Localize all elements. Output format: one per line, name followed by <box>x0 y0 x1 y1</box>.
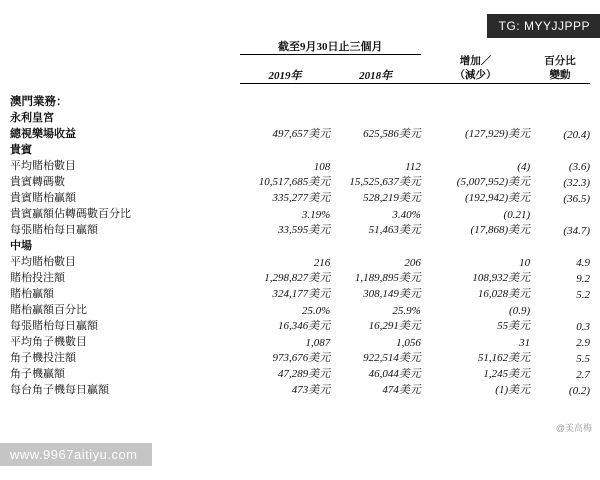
row-change: 10 <box>519 256 531 269</box>
row-label: 每張賭枱每日贏額 <box>10 319 98 332</box>
row-percent: (3.6) <box>568 160 590 173</box>
watermark: www.9967aitiyu.com <box>0 443 152 466</box>
row-percent: 2.7 <box>576 368 590 381</box>
row-percent <box>530 205 590 221</box>
table-row <box>10 253 590 269</box>
row-percent: 0.3 <box>576 320 590 333</box>
row-current: 1,087 <box>305 336 331 349</box>
row-change: (17,868)美元 <box>470 223 531 236</box>
row-change: 55美元 <box>497 319 531 332</box>
row-change: (0.21) <box>503 208 531 221</box>
row-current <box>240 141 331 157</box>
row-label: 角子機贏額 <box>10 367 65 380</box>
row-current: 497,657美元 <box>272 127 331 140</box>
row-percent: 9.2 <box>576 272 590 285</box>
status-badge: TG: MYYJJPPP <box>487 14 600 38</box>
row-current: 973,676美元 <box>272 351 331 364</box>
row-prior: 206 <box>404 256 421 269</box>
table-row <box>10 365 590 381</box>
table-row <box>10 157 590 173</box>
row-prior <box>330 93 421 109</box>
row-change <box>421 109 530 125</box>
row-label: 貴賓贏額佔轉碼數百分比 <box>10 207 131 220</box>
table-row <box>10 189 590 205</box>
source-mark: @美高梅 <box>555 423 592 433</box>
row-label: 貴賓轉碼數 <box>10 175 65 188</box>
row-percent: (32.3) <box>563 176 590 189</box>
row-label: 永利皇宮 <box>10 111 54 124</box>
row-change: (192,942)美元 <box>465 191 531 204</box>
row-prior: 25.9% <box>392 304 421 317</box>
header-col-blank <box>10 55 240 83</box>
row-label: 賭枱贏額 <box>10 287 54 300</box>
header-year-current: 2019年 <box>268 69 302 82</box>
row-percent <box>530 141 590 157</box>
row-label: 平均賭枱數目 <box>10 255 76 268</box>
header-blank-3 <box>530 38 590 54</box>
table-row <box>10 349 590 365</box>
row-change <box>421 237 530 253</box>
row-change: (4) <box>517 160 531 173</box>
table-row <box>10 205 590 221</box>
row-prior <box>330 141 421 157</box>
row-percent <box>530 93 590 109</box>
row-prior: 528,219美元 <box>363 191 421 204</box>
row-prior: 922,514美元 <box>363 351 421 364</box>
row-current: 108 <box>313 160 331 173</box>
row-change: (5,007,952)美元 <box>456 175 531 188</box>
row-prior: 46,044美元 <box>368 367 421 380</box>
row-label: 賭枱投注額 <box>10 271 65 284</box>
row-percent: 2.9 <box>576 336 590 349</box>
header-change <box>421 55 530 83</box>
row-change <box>421 141 530 157</box>
row-change: 108,932美元 <box>472 271 531 284</box>
row-percent <box>530 237 590 253</box>
row-percent: (0.2) <box>568 384 590 397</box>
row-current: 25.0% <box>301 304 331 317</box>
header-blank-2 <box>421 38 530 54</box>
row-current: 47,289美元 <box>278 367 331 380</box>
row-current: 3.19% <box>301 208 331 221</box>
row-prior: 1,056 <box>396 336 421 349</box>
table-row <box>10 109 590 125</box>
header-spacer-cell <box>10 83 590 93</box>
row-change <box>421 93 530 109</box>
table-row <box>10 285 590 301</box>
header-change-line2: （減少） <box>454 69 497 81</box>
row-current: 335,277美元 <box>272 191 331 204</box>
row-label: 賭枱贏額百分比 <box>10 303 87 316</box>
row-label: 貴賓 <box>10 143 32 156</box>
row-prior: 112 <box>405 160 421 173</box>
header-year-prior: 2018年 <box>359 69 393 82</box>
row-label: 平均賭枱數目 <box>10 159 76 172</box>
table-row <box>10 269 590 285</box>
table-row <box>10 317 590 333</box>
row-prior: 1,189,895美元 <box>354 271 421 284</box>
table-row <box>10 381 590 397</box>
financial-table <box>10 38 590 397</box>
row-current: 216 <box>313 256 331 269</box>
row-label: 每張賭枱每日贏額 <box>10 223 98 236</box>
row-percent: (34.7) <box>563 224 590 237</box>
table-header-columns <box>10 55 590 83</box>
row-change: 16,028美元 <box>477 287 531 300</box>
row-current <box>240 93 331 109</box>
row-change: 31 <box>519 336 531 349</box>
row-prior: 16,291美元 <box>368 319 421 332</box>
table-row <box>10 333 590 349</box>
row-current: 10,517,685美元 <box>258 175 331 188</box>
row-label: 澳門業務： <box>10 95 68 108</box>
row-change: (0.9) <box>509 304 531 317</box>
row-label: 中場 <box>10 239 32 252</box>
row-label: 平均角子機數目 <box>10 335 87 348</box>
row-change: 51,162美元 <box>477 351 531 364</box>
row-current: 324,177美元 <box>272 287 331 300</box>
row-prior: 308,149美元 <box>363 287 421 300</box>
header-spacer-row <box>10 83 590 93</box>
row-change: (127,929)美元 <box>465 127 531 140</box>
row-percent: (20.4) <box>563 128 590 141</box>
header-percent-line1: 百分比 <box>544 55 576 67</box>
row-percent <box>530 109 590 125</box>
table-row <box>10 237 590 253</box>
table-header-span-row <box>10 38 590 54</box>
row-current: 33,595美元 <box>278 223 331 236</box>
row-change: (1)美元 <box>495 383 531 396</box>
row-percent: 4.9 <box>576 256 590 269</box>
table-row <box>10 301 590 317</box>
row-prior: 15,525,637美元 <box>349 175 421 188</box>
table-row <box>10 93 590 109</box>
row-prior: 3.40% <box>392 208 421 221</box>
table-row <box>10 173 590 189</box>
row-current <box>240 109 331 125</box>
row-prior: 625,586美元 <box>363 127 421 140</box>
row-label: 貴賓賭枱贏額 <box>10 191 76 204</box>
table-row <box>10 221 590 237</box>
row-percent <box>530 301 590 317</box>
header-percent <box>530 55 590 83</box>
row-prior: 51,463美元 <box>368 223 421 236</box>
header-period-title: 截至9月30日止三個月 <box>278 41 383 53</box>
header-blank <box>10 38 240 54</box>
row-current: 473美元 <box>291 383 331 396</box>
header-change-line1: 增加／ <box>459 55 492 67</box>
row-current: 1,298,827美元 <box>264 271 331 284</box>
row-percent: (36.5) <box>563 192 590 205</box>
row-current <box>240 237 331 253</box>
row-label: 每台角子機每日贏額 <box>10 383 109 396</box>
row-prior: 474美元 <box>382 383 421 396</box>
row-prior <box>330 237 421 253</box>
row-percent: 5.5 <box>576 352 590 365</box>
row-change: 1,245美元 <box>483 367 531 380</box>
row-label: 角子機投注額 <box>10 351 76 364</box>
row-percent: 5.2 <box>576 288 590 301</box>
row-current: 16,346美元 <box>278 319 331 332</box>
row-label: 總視樂場收益 <box>10 127 76 140</box>
row-prior <box>330 109 421 125</box>
header-percent-line2: 變動 <box>549 69 571 81</box>
table-row <box>10 141 590 157</box>
table-row <box>10 125 590 141</box>
